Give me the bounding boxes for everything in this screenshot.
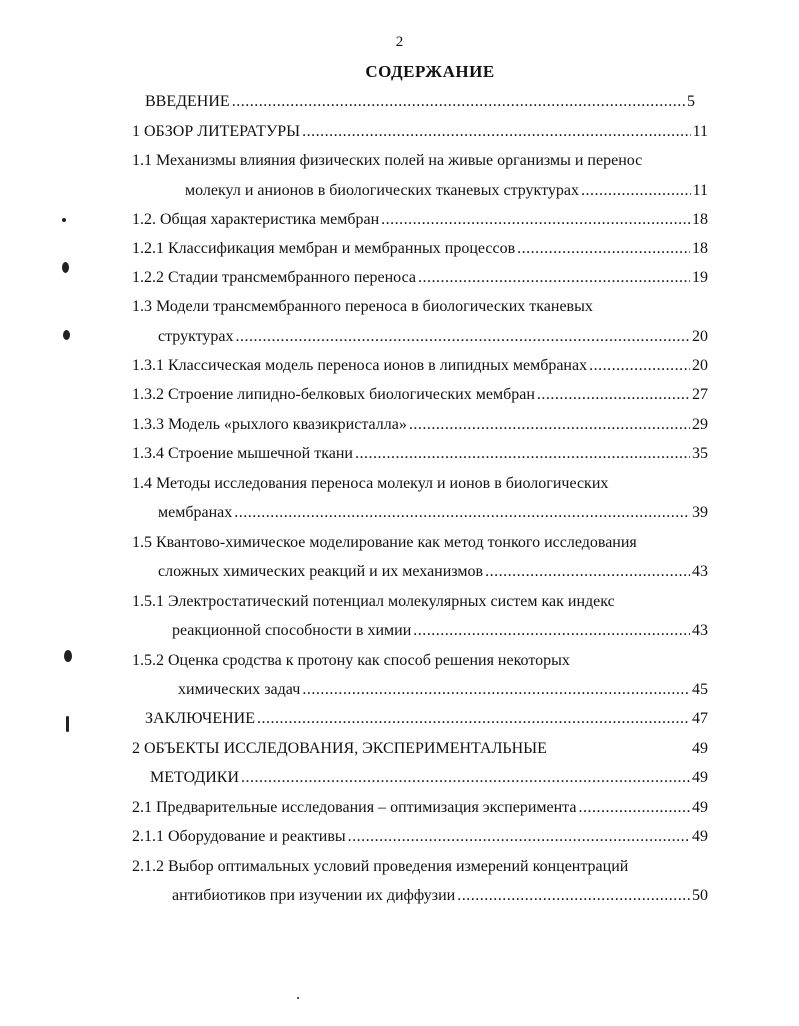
toc-entry-page: 45 bbox=[692, 681, 708, 698]
toc-entry-title: антибиотиков при изучении их диффузии bbox=[172, 887, 456, 904]
toc-entry-page: 18 bbox=[692, 240, 708, 257]
dot-leader bbox=[517, 239, 690, 259]
toc-entry-page: 27 bbox=[692, 386, 708, 403]
toc-entry[interactable] bbox=[132, 268, 708, 288]
dot-leader bbox=[381, 210, 690, 230]
dot-leader bbox=[302, 122, 690, 142]
toc-entry-page: 50 bbox=[692, 887, 708, 904]
toc-entry[interactable] bbox=[132, 210, 708, 230]
dot-leader bbox=[234, 503, 690, 523]
toc-entry-page: 11 bbox=[692, 123, 708, 140]
toc-entry-title: 1.3.2 Строение липидно-белковых биологических мембран bbox=[132, 386, 535, 403]
dot-leader bbox=[485, 562, 690, 582]
toc-entry-title: 1 ОБЗОР ЛИТЕРАТУРЫ bbox=[132, 123, 301, 140]
toc-entry[interactable] bbox=[145, 709, 708, 729]
toc-entry-line: 1.5.1 Электростатический потенциал молекулярных систем как индекс bbox=[132, 593, 615, 610]
toc-entry[interactable] bbox=[132, 356, 708, 376]
toc-entry-line: 1.5 Квантово-химическое моделирование как метод тонкого исследования bbox=[132, 534, 637, 551]
scan-speck bbox=[62, 218, 66, 222]
toc-entry[interactable] bbox=[132, 444, 708, 464]
toc-entry-line: 2.1.2 Выбор оптимальных условий проведения измерений концентраций bbox=[132, 858, 629, 875]
scan-speck bbox=[63, 330, 70, 340]
page-title: СОДЕРЖАНИЕ bbox=[365, 62, 495, 81]
toc-entry-page: 47 bbox=[692, 710, 708, 727]
dot-leader bbox=[413, 621, 690, 641]
dot-leader bbox=[232, 92, 685, 112]
toc-entry-title: 1.2.1 Классификация мембран и мембранных процессов bbox=[132, 240, 516, 257]
toc-entry-line: 1.5.2 Оценка сродства к протону как способ решения некоторых bbox=[132, 652, 570, 669]
scan-speck bbox=[62, 262, 69, 273]
toc-entry[interactable] bbox=[150, 768, 708, 788]
toc-entry[interactable] bbox=[178, 680, 708, 700]
dot-leader bbox=[418, 268, 690, 288]
toc-entry-line: 1.4 Методы исследования переноса молекул и ионов в биологических bbox=[132, 475, 609, 492]
toc-entry-page: 39 bbox=[692, 504, 708, 521]
toc-entry-title: 2.1 Предварительные исследования – оптимизация эксперимента bbox=[132, 799, 577, 816]
scan-speck bbox=[66, 716, 69, 732]
toc-entry-title: 2 ОБЪЕКТЫ ИССЛЕДОВАНИЯ, ЭКСПЕРИМЕНТАЛЬНЫЕ bbox=[132, 740, 547, 757]
toc-entry-page: 43 bbox=[692, 563, 708, 580]
toc-entry-page: 43 bbox=[692, 622, 708, 639]
toc-entry[interactable] bbox=[158, 327, 708, 347]
dot-leader bbox=[236, 327, 690, 347]
toc-entry-title: 1.3.3 Модель «рыхлого квазикристалла» bbox=[132, 416, 407, 433]
scan-speck bbox=[297, 997, 299, 999]
toc-entry[interactable] bbox=[132, 122, 708, 142]
page-number: 2 bbox=[395, 34, 404, 50]
toc-entry[interactable] bbox=[132, 798, 708, 818]
dot-leader bbox=[578, 798, 690, 818]
toc-entry[interactable] bbox=[132, 827, 708, 847]
dot-leader bbox=[409, 415, 690, 435]
toc-entry-page: 49 bbox=[692, 740, 708, 757]
toc-entry[interactable] bbox=[158, 503, 708, 523]
dot-leader bbox=[348, 827, 690, 847]
toc-entry-page: 49 bbox=[692, 769, 708, 786]
toc-entry-title: 1.2.2 Стадии трансмембранного переноса bbox=[132, 269, 416, 286]
toc-entry-title: реакционной способности в химии bbox=[172, 622, 412, 639]
toc-entry[interactable] bbox=[158, 562, 708, 582]
toc-entry-page: 29 bbox=[692, 416, 708, 433]
toc-entry[interactable] bbox=[132, 239, 708, 259]
dot-leader bbox=[257, 709, 690, 729]
toc-entry-page: 11 bbox=[692, 182, 708, 199]
toc-entry-title: 1.3.4 Строение мышечной ткани bbox=[132, 445, 353, 462]
scan-speck bbox=[64, 650, 72, 662]
toc-entry-title: структурах bbox=[158, 328, 234, 345]
toc-entry-title: 2.1.1 Оборудование и реактивы bbox=[132, 828, 346, 845]
toc-entry[interactable] bbox=[172, 886, 708, 906]
toc-entry-title: 1.3.1 Классическая модель переноса ионов в липидных мембранах bbox=[132, 357, 588, 374]
toc-entry-title: сложных химических реакций и их механизмов bbox=[158, 563, 484, 580]
toc-entry-page: 49 bbox=[692, 799, 708, 816]
toc-entry-title: ЗАКЛЮЧЕНИЕ bbox=[145, 710, 255, 727]
dot-leader bbox=[537, 385, 690, 405]
dot-leader bbox=[589, 356, 690, 376]
toc-entry-line: 1.1 Механизмы влияния физических полей на живые организмы и перенос bbox=[132, 152, 643, 169]
toc-entry-page: 5 bbox=[687, 93, 695, 110]
toc-entry[interactable] bbox=[132, 385, 708, 405]
toc-entry-page: 19 bbox=[692, 269, 708, 286]
dot-leader bbox=[302, 680, 690, 700]
toc-entry[interactable] bbox=[185, 181, 708, 201]
toc-entry-title: 1.2. Общая характеристика мембран bbox=[132, 211, 380, 228]
dot-leader bbox=[355, 444, 690, 464]
toc-entry[interactable] bbox=[132, 739, 708, 759]
toc-entry-title: химических задач bbox=[178, 681, 301, 698]
toc-entry[interactable] bbox=[132, 415, 708, 435]
toc-entry-page: 35 bbox=[692, 445, 708, 462]
dot-leader bbox=[457, 886, 690, 906]
toc-entry-title: мембранах bbox=[158, 504, 233, 521]
toc-entry-title: МЕТОДИКИ bbox=[150, 769, 240, 786]
toc-entry-line: 1.3 Модели трансмембранного переноса в биологических тканевых bbox=[132, 298, 593, 315]
toc-entry-page: 20 bbox=[692, 328, 708, 345]
toc-entry-page: 49 bbox=[692, 828, 708, 845]
toc-entry[interactable] bbox=[145, 92, 695, 112]
toc-entry-title: молекул и анионов в биологических тканевых структурах bbox=[185, 182, 579, 199]
toc-entry-page: 20 bbox=[692, 357, 708, 374]
toc-entry-page: 18 bbox=[692, 211, 708, 228]
dot-leader bbox=[241, 768, 690, 788]
dot-leader bbox=[581, 181, 691, 201]
toc-entry-title: ВВЕДЕНИЕ bbox=[145, 93, 230, 110]
toc-entry[interactable] bbox=[172, 621, 708, 641]
